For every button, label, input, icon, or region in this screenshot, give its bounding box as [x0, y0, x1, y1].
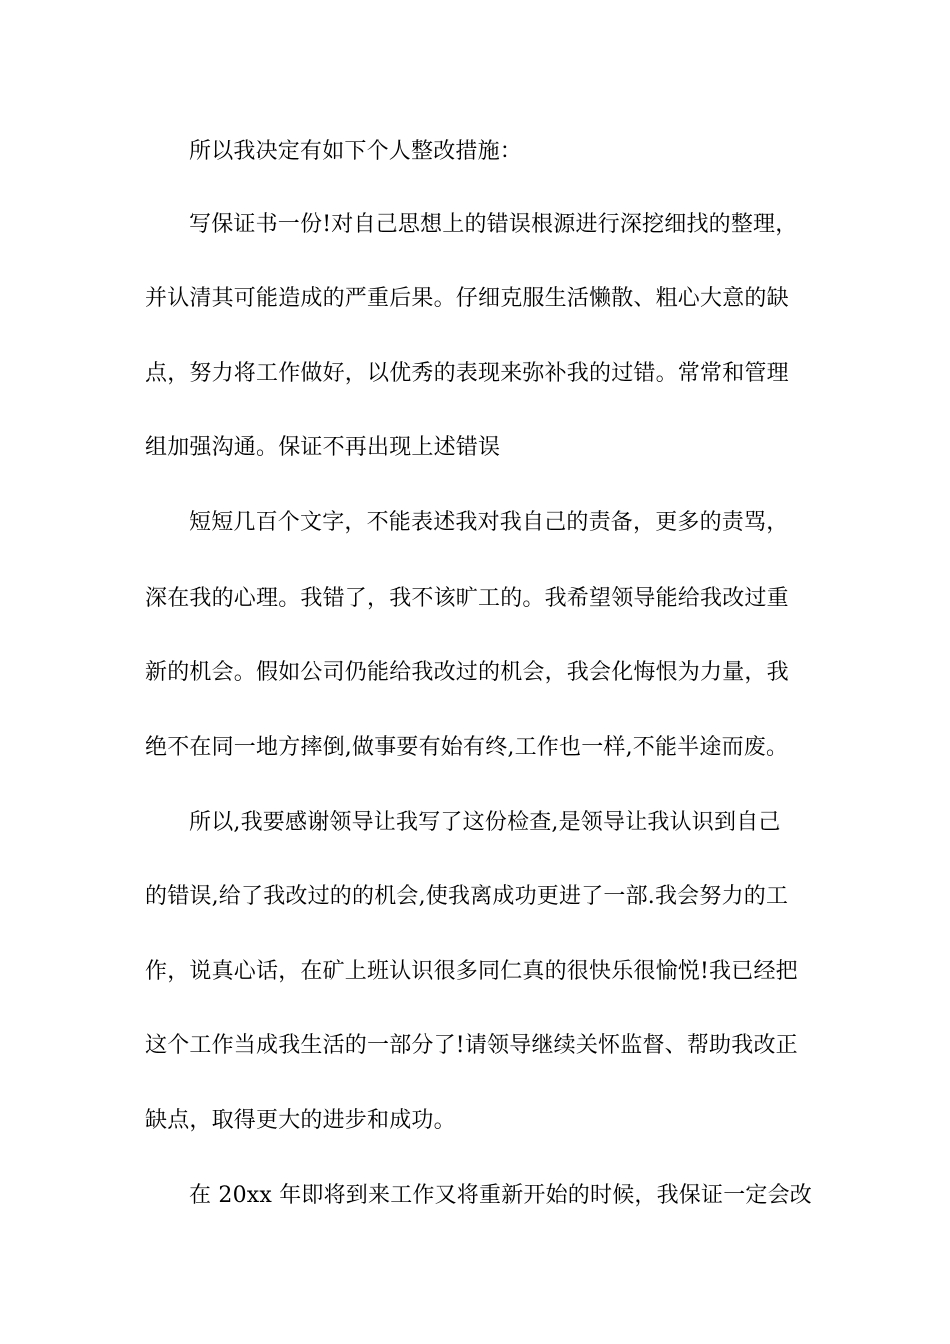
paragraph-3-line-1: 短短几百个文字，不能表述我对我自己的责备，更多的责骂，	[189, 510, 789, 535]
paragraph-4-line-4: 这个工作当成我生活的一部分了!请领导继续关怀监督、帮助我改正	[145, 1033, 798, 1058]
paragraph-4-line-5: 缺点，取得更大的进步和成功。	[145, 1108, 456, 1133]
paragraph-4-line-1: 所以,我要感谢领导让我写了这份检查,是领导让我认识到自己	[189, 810, 781, 835]
paragraph-4-line-3: 作，说真心话，在矿上班认识很多同仁真的很快乐很愉悦!我已经把	[145, 959, 798, 984]
paragraph-5-line-1: 在 20xx 年即将到来工作又将重新开始的时候，我保证一定会改	[189, 1183, 812, 1208]
paragraph-2-line-1: 写保证书一份!对自己思想上的错误根源进行深挖细找的整理，	[189, 212, 798, 237]
paragraph-2-line-4: 组加强沟通。保证不再出现上述错误	[145, 435, 501, 460]
paragraph-1-line-1: 所以我决定有如下个人整改措施：	[189, 139, 523, 164]
paragraph-3-line-4: 绝不在同一地方摔倒,做事要有始有终,工作也一样,不能半途而废。	[145, 735, 789, 760]
paragraph-4-line-2: 的错误,给了我改过的的机会,使我离成功更进了一部.我会努力的工	[145, 884, 789, 909]
paragraph-3-line-2: 深在我的心理。我错了，我不该旷工的。我希望领导能给我改过重	[145, 586, 789, 611]
paragraph-2-line-3: 点，努力将工作做好，以优秀的表现来弥补我的过错。常常和管理	[145, 361, 789, 386]
paragraph-2-line-2: 并认清其可能造成的严重后果。仔细克服生活懒散、粗心大意的缺	[145, 286, 789, 311]
paragraph-3-line-3: 新的机会。假如公司仍能给我改过的机会，我会化悔恨为力量，我	[145, 660, 789, 685]
